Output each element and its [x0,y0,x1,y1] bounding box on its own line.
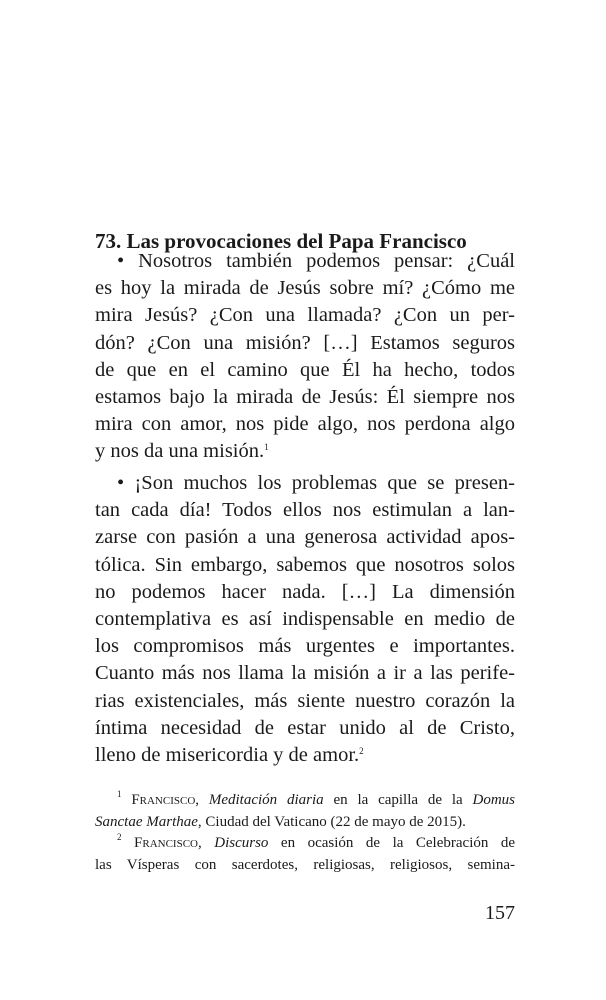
text-line: tólica. Sin embargo, sabemos que nosotros solos [95,553,515,576]
text-line: de que en el camino que Él ha hecho, todos [95,358,515,381]
text-line: los compromisos más urgentes e importantes. [95,635,515,658]
paragraph-2 [95,470,515,769]
text-line: contemplativa es así indispensable en medio de [95,607,515,630]
footnote-title: Sanctae Marthae [95,813,198,830]
footnote-text: en ocasión de la Celebración de [268,835,516,851]
text-line: es hoy la mirada de Jesús sobre mí? ¿Cómo me [95,277,515,300]
footnote-ref: 1 [264,442,269,453]
text-line: Cuanto más nos llama la misión a ir a las perife- [95,662,515,685]
footnote-1-line-1: $^1$ Francisco, Meditación diaria en la capilla de la Domus [117,789,515,808]
page-number: 157 [485,902,515,924]
footnote-2-line-1: $^2$ Francisco, Discurso en ocasión de la Celebración de [117,832,516,851]
text-line: rias existenciales, más siente nuestro corazón la [95,689,515,712]
footnote-author: Francisco [131,792,196,808]
footnote-text: , Ciudad del Vaticano (22 de mayo de 2015). [197,813,466,830]
text-line: estamos bajo la mirada de Jesús: Él siempre nos [95,385,515,408]
footnote-number: 1 [117,789,122,799]
footnote-number: 2 [117,832,122,842]
footnote-title: Meditación diaria [208,792,324,808]
text-line: íntima necesidad de estar unido al de Cristo, [95,716,515,739]
text-line: • Nosotros también podemos pensar: ¿Cuál [117,250,515,272]
text-line [95,742,515,769]
footnote-1-line-2 [95,812,515,834]
footnote-2-line-2: las Vísperas con sacerdotes, religiosas, religiosos, semina- [95,856,515,873]
text-line: • ¡Son muchos los problemas que se presen- [117,472,515,494]
text-line: no podemos hacer nada. […] La dimensión [95,580,515,603]
text-line: mira Jesús? ¿Con una llamada? ¿Con un per- [95,304,515,327]
text-line-content: lleno de misericordia y de amor. [95,743,360,766]
footnote-text: en la capilla de la [323,792,473,808]
paragraph-1 [95,248,515,466]
section-heading: 73. Las provocaciones del Papa Francisco [95,229,467,253]
footnote-title: Domus [472,792,515,808]
footnote-ref: 2 [359,745,364,756]
text-line: tan cada día! Todos ellos nos estimulan a lan- [95,499,515,522]
text-line-content: y nos da una misión. [95,440,265,463]
text-line: dón? ¿Con una misión? […] Estamos seguros [95,331,515,354]
text-line: mira con amor, nos pide algo, nos perdona algo [95,413,515,436]
text-line [95,438,515,465]
text-line: zarse con pasión a una generosa actividad apos- [95,526,515,549]
footnote-author: Francisco [134,835,198,851]
footnote-title: Discurso [214,835,269,851]
footnotes [95,790,515,876]
